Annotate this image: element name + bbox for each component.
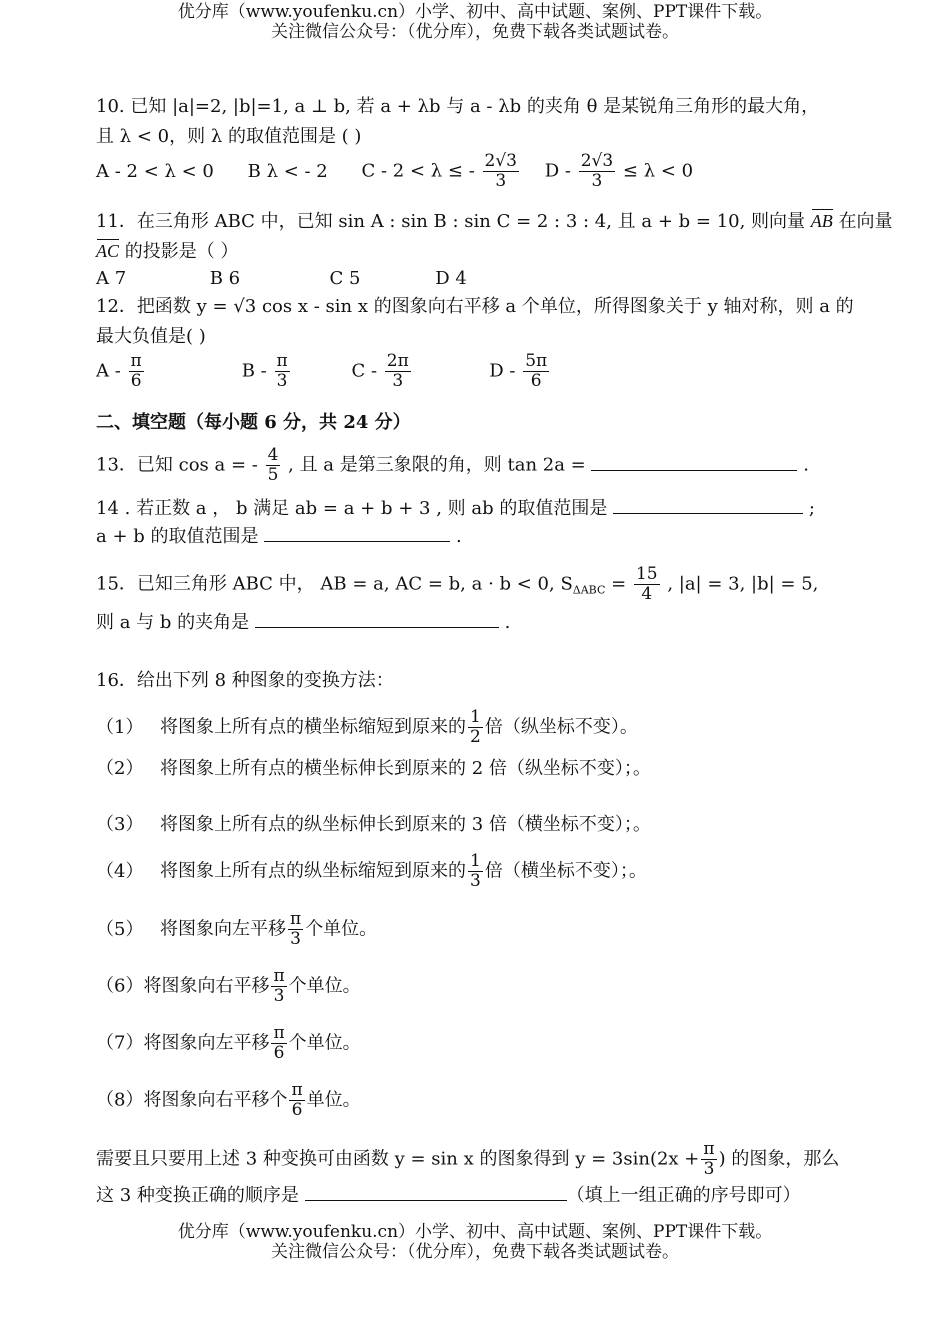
q16-item-label: （6） bbox=[96, 975, 144, 997]
q15-text-2: 则 a 与 b 的夹角是 bbox=[96, 612, 250, 633]
q16-item-label: （7） bbox=[96, 1032, 144, 1054]
q16-item-1 bbox=[96, 708, 638, 747]
header-line-2: 关注微信公众号：（优分库），免费下载各类试题试卷。 bbox=[271, 22, 679, 42]
q16-tail-text-c: 这 3 种变换正确的顺序是 bbox=[96, 1185, 299, 1206]
q15-suffix: , |a| = 3, |b| = 5, bbox=[667, 573, 819, 595]
q16-answer-blank[interactable] bbox=[305, 1200, 567, 1201]
q16-item-fraction bbox=[271, 1024, 286, 1063]
q16-item-tail: 单位。 bbox=[306, 1089, 361, 1111]
q16-item-text: 将图象上所有点的横坐标缩短到原来的 bbox=[160, 716, 466, 738]
q15-subscript: ΔABC bbox=[572, 583, 606, 597]
q16-item-text: 将图象上所有点的纵坐标缩短到原来的 bbox=[160, 860, 466, 882]
q10-option-c-fraction bbox=[483, 152, 519, 191]
q10-line-2: 且 λ < 0，则 λ 的取值范围是 ( ) bbox=[96, 126, 362, 147]
vector-ac: AC bbox=[96, 238, 119, 264]
q12-options bbox=[96, 352, 551, 391]
fraction-denominator: 6 bbox=[273, 1043, 285, 1063]
fraction-numerator: 4 bbox=[267, 445, 279, 465]
q16-item-fraction bbox=[271, 967, 286, 1006]
q16-item-fraction bbox=[288, 910, 303, 949]
q16-item-fraction bbox=[468, 852, 483, 891]
fraction-numerator: 1 bbox=[470, 707, 481, 727]
q13-suffix: , 且 a 是第三象限的角，则 tan 2a = bbox=[288, 454, 586, 476]
fraction-denominator: 5 bbox=[267, 465, 279, 485]
header-line-1: 优分库（www.youfenku.cn）小学、初中、高中试题、案例、PPT课件下载。 bbox=[177, 2, 773, 22]
q11-text-b: 在向量 bbox=[838, 211, 893, 232]
q15-answer-blank[interactable] bbox=[255, 627, 499, 628]
q16-tail-text-a: 需要且只要用上述 3 种变换可由函数 y = sin x 的图象得到 y = 3sin(2x + bbox=[96, 1148, 700, 1170]
fraction-numerator: π bbox=[273, 1023, 285, 1043]
footer-line-1: 优分库（www.youfenku.cn）小学、初中、高中试题、案例、PPT课件下载。 bbox=[177, 1222, 773, 1242]
q10-option-d-prefix: D - bbox=[544, 160, 571, 182]
q16-item-tail: 倍（横坐标不变）；。 bbox=[484, 860, 647, 882]
q15-line-2 bbox=[96, 610, 510, 636]
fraction-denominator: 3 bbox=[273, 986, 285, 1006]
q13-fraction bbox=[266, 446, 281, 485]
fraction-denominator: 6 bbox=[291, 1100, 303, 1120]
q12-option-d bbox=[489, 352, 551, 391]
q12-option-b-fraction bbox=[275, 352, 290, 391]
q12-option-d-fraction bbox=[523, 352, 549, 391]
fraction-denominator: 3 bbox=[290, 929, 301, 949]
fraction-denominator: 2 bbox=[470, 727, 481, 747]
fraction-denominator: 3 bbox=[392, 371, 404, 391]
q11-option-b: B 6 bbox=[209, 268, 241, 289]
fraction-numerator: π bbox=[273, 966, 285, 986]
fraction-numerator: 2√3 bbox=[484, 151, 517, 171]
section-2-heading: 二、填空题（每小题 6 分，共 24 分） bbox=[96, 412, 411, 433]
q10-option-d-fraction bbox=[579, 152, 615, 191]
q14-answer-blank-1[interactable] bbox=[613, 513, 803, 514]
q14-end-1: ; bbox=[808, 498, 815, 519]
q16-item-text: 将图象向右平移个 bbox=[143, 1089, 288, 1111]
q15-fraction bbox=[634, 565, 660, 604]
q16-item-text: 将图象向左平移 bbox=[160, 918, 286, 940]
q16-item-label: （3） bbox=[96, 814, 144, 835]
q16-item-2 bbox=[96, 756, 651, 782]
q12-line-1: 12．把函数 y = √3 cos x - sin x 的图象向右平移 a 个单位，所得图象关于 y 轴对称，则 a 的 bbox=[96, 296, 854, 317]
q11-text-a: 11．在三角形 ABC 中，已知 sin A : sin B : sin C = 2 : 3 : 4, 且 a + b = 10, 则向量 bbox=[96, 211, 806, 232]
fraction-numerator: 15 bbox=[635, 564, 658, 584]
fraction-numerator: 2√3 bbox=[580, 151, 614, 171]
q16-item-tail: 个单位。 bbox=[305, 918, 378, 940]
fraction-numerator: π bbox=[276, 351, 288, 371]
q16-item-3 bbox=[96, 812, 651, 838]
q10-options bbox=[96, 152, 693, 191]
q12-option-a bbox=[96, 352, 236, 391]
q13-line bbox=[96, 446, 809, 485]
q16-tail-fraction bbox=[701, 1140, 716, 1179]
q10-option-d-suffix: ≤ λ < 0 bbox=[622, 160, 694, 182]
fraction-denominator: 3 bbox=[591, 171, 603, 191]
q16-item-text: 将图象向左平移 bbox=[143, 1032, 270, 1054]
q16-intro: 16．给出下列 8 种图象的变换方法： bbox=[96, 670, 394, 691]
fraction-denominator: 3 bbox=[703, 1159, 715, 1179]
fraction-denominator: 4 bbox=[641, 584, 653, 604]
q10-option-a: A - 2 < λ < 0 bbox=[96, 160, 214, 182]
q14-answer-blank-2[interactable] bbox=[264, 541, 450, 542]
q16-item-label: （5） bbox=[96, 918, 144, 940]
q13-end: . bbox=[803, 454, 809, 476]
q16-item-tail: 个单位。 bbox=[288, 1032, 361, 1054]
vector-ab: AB bbox=[811, 208, 833, 234]
q15-eq: = bbox=[605, 573, 627, 595]
q16-item-text: 将图象向右平移 bbox=[143, 975, 270, 997]
q10-option-b: B λ < - 2 bbox=[247, 160, 328, 182]
q10-line-1: 10. 已知 |a|=2, |b|=1, a ⊥ b, 若 a + λb 与 a - λb 的夹角 θ 是某锐角三角形的最大角， bbox=[96, 96, 820, 117]
q16-item-4 bbox=[96, 852, 647, 891]
q16-item-label: （4） bbox=[96, 860, 144, 882]
q15-mid: AB = a, AC = b, a · b < 0, S bbox=[320, 573, 573, 595]
fraction-numerator: 2π bbox=[386, 351, 409, 371]
q12-option-b bbox=[242, 352, 346, 391]
q16-item-tail: 个单位。 bbox=[288, 975, 361, 997]
q15-line-1 bbox=[96, 565, 818, 604]
q12-line-2: 最大负值是( ) bbox=[96, 326, 206, 347]
fraction-denominator: 6 bbox=[130, 371, 142, 391]
q16-item-text: 将图象上所有点的横坐标伸长到原来的 2 倍（纵坐标不变）；。 bbox=[160, 758, 651, 779]
q16-item-text: 将图象上所有点的纵坐标伸长到原来的 3 倍（横坐标不变）；。 bbox=[160, 814, 651, 835]
fraction-numerator: π bbox=[130, 351, 142, 371]
q11-options bbox=[96, 266, 467, 292]
q12-option-a-label: A - bbox=[96, 360, 121, 382]
q16-tail-line-2 bbox=[96, 1183, 801, 1209]
fraction-numerator: π bbox=[291, 1080, 303, 1100]
q16-item-tail: 倍（纵坐标不变）。 bbox=[484, 716, 638, 738]
q12-option-d-label: D - bbox=[489, 360, 516, 382]
q11-text-c: 的投影是（ ） bbox=[124, 241, 239, 262]
q13-prefix: 13．已知 cos a = - bbox=[96, 454, 258, 476]
q12-option-c-label: C - bbox=[351, 360, 378, 382]
fraction-denominator: 3 bbox=[276, 371, 288, 391]
footer-line-2: 关注微信公众号：（优分库），免费下载各类试题试卷。 bbox=[271, 1242, 679, 1262]
q14-text-2: a + b 的取值范围是 bbox=[96, 526, 259, 547]
fraction-denominator: 6 bbox=[530, 371, 542, 391]
q10-option-c bbox=[362, 152, 522, 191]
q16-item-8 bbox=[96, 1081, 361, 1120]
q12-option-a-fraction bbox=[129, 352, 144, 391]
page-footer bbox=[0, 1222, 950, 1262]
fraction-numerator: π bbox=[290, 909, 302, 929]
q15-end: . bbox=[504, 612, 511, 633]
q14-line-1 bbox=[96, 496, 815, 522]
q15-prefix: 15．已知三角形 ABC 中， bbox=[96, 573, 315, 595]
q16-item-label: （1） bbox=[96, 716, 144, 738]
q11-line-2 bbox=[96, 238, 238, 265]
q16-item-fraction bbox=[468, 708, 483, 747]
fraction-denominator: 3 bbox=[495, 171, 507, 191]
q16-item-6 bbox=[96, 967, 361, 1006]
q13-answer-blank[interactable] bbox=[591, 470, 797, 471]
q16-item-label: （2） bbox=[96, 758, 144, 779]
q16-item-label: （8） bbox=[96, 1089, 144, 1111]
q11-option-a: A 7 bbox=[96, 268, 127, 289]
q16-tail-line-1 bbox=[96, 1140, 839, 1179]
q11-line-1 bbox=[96, 208, 893, 235]
q14-end-2: . bbox=[455, 526, 462, 547]
page-header bbox=[0, 2, 950, 42]
q14-text-1: 14 . 若正数 a ， b 满足 ab = a + b + 3 , 则 ab 的取值范围是 bbox=[96, 498, 608, 519]
q10-option-d bbox=[545, 152, 693, 191]
fraction-numerator: 1 bbox=[470, 851, 481, 871]
q16-item-7 bbox=[96, 1024, 361, 1063]
q10-option-c-prefix: C - 2 < λ ≤ - bbox=[361, 160, 475, 182]
q16-tail-text-b: ) 的图象，那么 bbox=[718, 1148, 840, 1170]
q16-item-fraction bbox=[289, 1081, 304, 1120]
q12-option-c bbox=[351, 352, 483, 391]
fraction-numerator: 5π bbox=[525, 351, 548, 371]
q12-option-c-fraction bbox=[385, 352, 411, 391]
q11-option-d: D 4 bbox=[435, 268, 467, 289]
q11-option-c: C 5 bbox=[329, 268, 361, 289]
q14-line-2 bbox=[96, 524, 462, 550]
fraction-denominator: 3 bbox=[470, 871, 481, 891]
q16-tail-end: （填上一组正确的序号即可） bbox=[566, 1185, 801, 1206]
q12-option-b-label: B - bbox=[241, 360, 267, 382]
q16-item-5 bbox=[96, 910, 377, 949]
fraction-numerator: π bbox=[703, 1139, 715, 1159]
